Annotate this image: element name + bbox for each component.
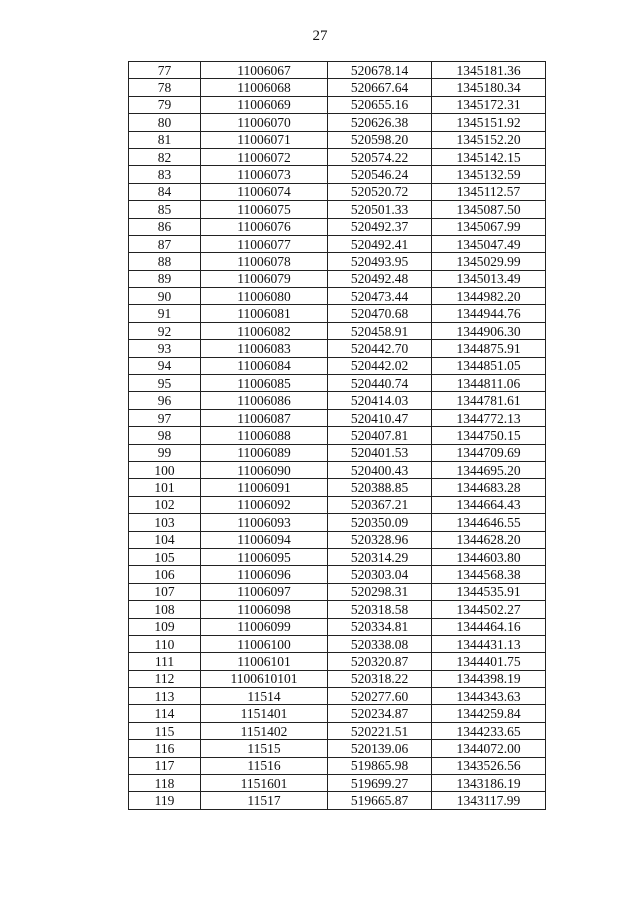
y-coordinate-cell: 1345029.99 — [432, 253, 546, 270]
row-index-cell: 82 — [129, 148, 201, 165]
x-coordinate-cell: 520442.70 — [328, 340, 432, 357]
row-index-cell: 112 — [129, 670, 201, 687]
point-id-cell: 11006097 — [201, 583, 328, 600]
x-coordinate-cell: 520440.74 — [328, 375, 432, 392]
point-id-cell: 11006093 — [201, 514, 328, 531]
row-index-cell: 87 — [129, 235, 201, 252]
x-coordinate-cell: 520470.68 — [328, 305, 432, 322]
x-coordinate-cell: 520320.87 — [328, 653, 432, 670]
row-index-cell: 84 — [129, 183, 201, 200]
row-index-cell: 78 — [129, 79, 201, 96]
point-id-cell: 11006100 — [201, 635, 328, 652]
point-id-cell: 1151401 — [201, 705, 328, 722]
x-coordinate-cell: 520277.60 — [328, 688, 432, 705]
x-coordinate-cell: 520574.22 — [328, 148, 432, 165]
point-id-cell: 11006087 — [201, 409, 328, 426]
y-coordinate-cell: 1345013.49 — [432, 270, 546, 287]
y-coordinate-cell: 1344811.06 — [432, 375, 546, 392]
point-id-cell: 11516 — [201, 757, 328, 774]
table-row — [129, 618, 546, 635]
x-coordinate-cell: 519665.87 — [328, 792, 432, 809]
y-coordinate-cell: 1344398.19 — [432, 670, 546, 687]
table-row — [129, 62, 546, 79]
row-index-cell: 96 — [129, 392, 201, 409]
y-coordinate-cell: 1344464.16 — [432, 618, 546, 635]
x-coordinate-cell: 520546.24 — [328, 166, 432, 183]
y-coordinate-cell: 1344646.55 — [432, 514, 546, 531]
y-coordinate-cell: 1344431.13 — [432, 635, 546, 652]
row-index-cell: 105 — [129, 548, 201, 565]
y-coordinate-cell: 1344944.76 — [432, 305, 546, 322]
y-coordinate-cell: 1345112.57 — [432, 183, 546, 200]
row-index-cell: 91 — [129, 305, 201, 322]
x-coordinate-cell: 519699.27 — [328, 775, 432, 792]
point-id-cell: 11006080 — [201, 288, 328, 305]
point-id-cell: 11514 — [201, 688, 328, 705]
y-coordinate-cell: 1345087.50 — [432, 201, 546, 218]
table-row — [129, 548, 546, 565]
table-row — [129, 757, 546, 774]
row-index-cell: 106 — [129, 566, 201, 583]
point-id-cell: 11006067 — [201, 62, 328, 79]
y-coordinate-cell: 1344259.84 — [432, 705, 546, 722]
x-coordinate-cell: 520678.14 — [328, 62, 432, 79]
x-coordinate-cell: 520303.04 — [328, 566, 432, 583]
row-index-cell: 88 — [129, 253, 201, 270]
point-id-cell: 11517 — [201, 792, 328, 809]
row-index-cell: 77 — [129, 62, 201, 79]
x-coordinate-cell: 520501.33 — [328, 201, 432, 218]
table-row — [129, 775, 546, 792]
row-index-cell: 111 — [129, 653, 201, 670]
row-index-cell: 103 — [129, 514, 201, 531]
table-row — [129, 531, 546, 548]
x-coordinate-cell: 520520.72 — [328, 183, 432, 200]
table-row — [129, 740, 546, 757]
y-coordinate-cell: 1344851.05 — [432, 357, 546, 374]
table-row — [129, 148, 546, 165]
x-coordinate-cell: 519865.98 — [328, 757, 432, 774]
table-row — [129, 166, 546, 183]
point-id-cell: 11006098 — [201, 601, 328, 618]
point-id-cell: 1151402 — [201, 722, 328, 739]
table-row — [129, 357, 546, 374]
table-row — [129, 305, 546, 322]
coordinates-table-body — [129, 62, 546, 810]
table-row — [129, 461, 546, 478]
table-row — [129, 601, 546, 618]
x-coordinate-cell: 520401.53 — [328, 444, 432, 461]
table-row — [129, 653, 546, 670]
x-coordinate-cell: 520221.51 — [328, 722, 432, 739]
table-row — [129, 340, 546, 357]
row-index-cell: 85 — [129, 201, 201, 218]
row-index-cell: 102 — [129, 496, 201, 513]
table-row — [129, 183, 546, 200]
point-id-cell: 11006070 — [201, 114, 328, 131]
y-coordinate-cell: 1344628.20 — [432, 531, 546, 548]
table-row — [129, 96, 546, 113]
point-id-cell: 11006069 — [201, 96, 328, 113]
y-coordinate-cell: 1345151.92 — [432, 114, 546, 131]
y-coordinate-cell: 1343117.99 — [432, 792, 546, 809]
point-id-cell: 11006068 — [201, 79, 328, 96]
table-row — [129, 514, 546, 531]
y-coordinate-cell: 1345142.15 — [432, 148, 546, 165]
x-coordinate-cell: 520492.41 — [328, 235, 432, 252]
point-id-cell: 11006082 — [201, 322, 328, 339]
row-index-cell: 90 — [129, 288, 201, 305]
x-coordinate-cell: 520367.21 — [328, 496, 432, 513]
x-coordinate-cell: 520338.08 — [328, 635, 432, 652]
y-coordinate-cell: 1344875.91 — [432, 340, 546, 357]
row-index-cell: 86 — [129, 218, 201, 235]
table-row — [129, 722, 546, 739]
point-id-cell: 11006076 — [201, 218, 328, 235]
row-index-cell: 108 — [129, 601, 201, 618]
x-coordinate-cell: 520318.58 — [328, 601, 432, 618]
table-row — [129, 392, 546, 409]
row-index-cell: 80 — [129, 114, 201, 131]
y-coordinate-cell: 1344781.61 — [432, 392, 546, 409]
x-coordinate-cell: 520400.43 — [328, 461, 432, 478]
point-id-cell: 11515 — [201, 740, 328, 757]
table-row — [129, 253, 546, 270]
y-coordinate-cell: 1345180.34 — [432, 79, 546, 96]
y-coordinate-cell: 1345172.31 — [432, 96, 546, 113]
y-coordinate-cell: 1344709.69 — [432, 444, 546, 461]
x-coordinate-cell: 520414.03 — [328, 392, 432, 409]
row-index-cell: 110 — [129, 635, 201, 652]
point-id-cell: 11006075 — [201, 201, 328, 218]
x-coordinate-cell: 520458.91 — [328, 322, 432, 339]
table-row — [129, 705, 546, 722]
x-coordinate-cell: 520655.16 — [328, 96, 432, 113]
point-id-cell: 11006073 — [201, 166, 328, 183]
point-id-cell: 11006091 — [201, 479, 328, 496]
x-coordinate-cell: 520334.81 — [328, 618, 432, 635]
row-index-cell: 100 — [129, 461, 201, 478]
table-row — [129, 218, 546, 235]
row-index-cell: 104 — [129, 531, 201, 548]
point-id-cell: 11006084 — [201, 357, 328, 374]
y-coordinate-cell: 1345047.49 — [432, 235, 546, 252]
row-index-cell: 93 — [129, 340, 201, 357]
point-id-cell: 11006083 — [201, 340, 328, 357]
y-coordinate-cell: 1344772.13 — [432, 409, 546, 426]
point-id-cell: 11006074 — [201, 183, 328, 200]
table-row — [129, 201, 546, 218]
table-row — [129, 496, 546, 513]
point-id-cell: 1100610101 — [201, 670, 328, 687]
point-id-cell: 11006071 — [201, 131, 328, 148]
y-coordinate-cell: 1344568.38 — [432, 566, 546, 583]
x-coordinate-cell: 520492.48 — [328, 270, 432, 287]
table-row — [129, 444, 546, 461]
row-index-cell: 115 — [129, 722, 201, 739]
table-row — [129, 566, 546, 583]
point-id-cell: 11006072 — [201, 148, 328, 165]
row-index-cell: 99 — [129, 444, 201, 461]
row-index-cell: 98 — [129, 427, 201, 444]
y-coordinate-cell: 1344343.63 — [432, 688, 546, 705]
table-row — [129, 688, 546, 705]
point-id-cell: 11006086 — [201, 392, 328, 409]
x-coordinate-cell: 520493.95 — [328, 253, 432, 270]
row-index-cell: 117 — [129, 757, 201, 774]
y-coordinate-cell: 1344982.20 — [432, 288, 546, 305]
point-id-cell: 11006079 — [201, 270, 328, 287]
row-index-cell: 97 — [129, 409, 201, 426]
y-coordinate-cell: 1345152.20 — [432, 131, 546, 148]
y-coordinate-cell: 1345132.59 — [432, 166, 546, 183]
point-id-cell: 11006092 — [201, 496, 328, 513]
y-coordinate-cell: 1343526.56 — [432, 757, 546, 774]
row-index-cell: 107 — [129, 583, 201, 600]
point-id-cell: 11006088 — [201, 427, 328, 444]
x-coordinate-cell: 520492.37 — [328, 218, 432, 235]
y-coordinate-cell: 1344906.30 — [432, 322, 546, 339]
y-coordinate-cell: 1344664.43 — [432, 496, 546, 513]
x-coordinate-cell: 520410.47 — [328, 409, 432, 426]
table-row — [129, 270, 546, 287]
row-index-cell: 114 — [129, 705, 201, 722]
point-id-cell: 11006085 — [201, 375, 328, 392]
point-id-cell: 11006081 — [201, 305, 328, 322]
table-row — [129, 114, 546, 131]
y-coordinate-cell: 1344750.15 — [432, 427, 546, 444]
point-id-cell: 11006077 — [201, 235, 328, 252]
point-id-cell: 11006090 — [201, 461, 328, 478]
table-row — [129, 792, 546, 809]
point-id-cell: 1151601 — [201, 775, 328, 792]
y-coordinate-cell: 1344072.00 — [432, 740, 546, 757]
row-index-cell: 109 — [129, 618, 201, 635]
row-index-cell: 92 — [129, 322, 201, 339]
table-row — [129, 235, 546, 252]
table-row — [129, 427, 546, 444]
x-coordinate-cell: 520314.29 — [328, 548, 432, 565]
y-coordinate-cell: 1343186.19 — [432, 775, 546, 792]
x-coordinate-cell: 520234.87 — [328, 705, 432, 722]
y-coordinate-cell: 1344401.75 — [432, 653, 546, 670]
coordinates-table — [128, 61, 546, 810]
table-row — [129, 375, 546, 392]
x-coordinate-cell: 520350.09 — [328, 514, 432, 531]
x-coordinate-cell: 520139.06 — [328, 740, 432, 757]
y-coordinate-cell: 1344695.20 — [432, 461, 546, 478]
y-coordinate-cell: 1345067.99 — [432, 218, 546, 235]
x-coordinate-cell: 520626.38 — [328, 114, 432, 131]
table-row — [129, 479, 546, 496]
x-coordinate-cell: 520407.81 — [328, 427, 432, 444]
table-row — [129, 409, 546, 426]
point-id-cell: 11006096 — [201, 566, 328, 583]
y-coordinate-cell: 1344502.27 — [432, 601, 546, 618]
x-coordinate-cell: 520442.02 — [328, 357, 432, 374]
row-index-cell: 119 — [129, 792, 201, 809]
x-coordinate-cell: 520388.85 — [328, 479, 432, 496]
row-index-cell: 89 — [129, 270, 201, 287]
x-coordinate-cell: 520318.22 — [328, 670, 432, 687]
table-row — [129, 670, 546, 687]
y-coordinate-cell: 1345181.36 — [432, 62, 546, 79]
point-id-cell: 11006094 — [201, 531, 328, 548]
x-coordinate-cell: 520328.96 — [328, 531, 432, 548]
row-index-cell: 81 — [129, 131, 201, 148]
table-row — [129, 288, 546, 305]
row-index-cell: 101 — [129, 479, 201, 496]
row-index-cell: 83 — [129, 166, 201, 183]
x-coordinate-cell: 520598.20 — [328, 131, 432, 148]
row-index-cell: 116 — [129, 740, 201, 757]
row-index-cell: 95 — [129, 375, 201, 392]
row-index-cell: 113 — [129, 688, 201, 705]
x-coordinate-cell: 520473.44 — [328, 288, 432, 305]
point-id-cell: 11006095 — [201, 548, 328, 565]
row-index-cell: 94 — [129, 357, 201, 374]
point-id-cell: 11006078 — [201, 253, 328, 270]
table-row — [129, 635, 546, 652]
table-row — [129, 131, 546, 148]
row-index-cell: 79 — [129, 96, 201, 113]
x-coordinate-cell: 520298.31 — [328, 583, 432, 600]
row-index-cell: 118 — [129, 775, 201, 792]
point-id-cell: 11006101 — [201, 653, 328, 670]
table-row — [129, 322, 546, 339]
table-row — [129, 79, 546, 96]
x-coordinate-cell: 520667.64 — [328, 79, 432, 96]
y-coordinate-cell: 1344603.80 — [432, 548, 546, 565]
point-id-cell: 11006099 — [201, 618, 328, 635]
point-id-cell: 11006089 — [201, 444, 328, 461]
y-coordinate-cell: 1344233.65 — [432, 722, 546, 739]
y-coordinate-cell: 1344535.91 — [432, 583, 546, 600]
table-row — [129, 583, 546, 600]
y-coordinate-cell: 1344683.28 — [432, 479, 546, 496]
page-number: 27 — [312, 28, 328, 44]
